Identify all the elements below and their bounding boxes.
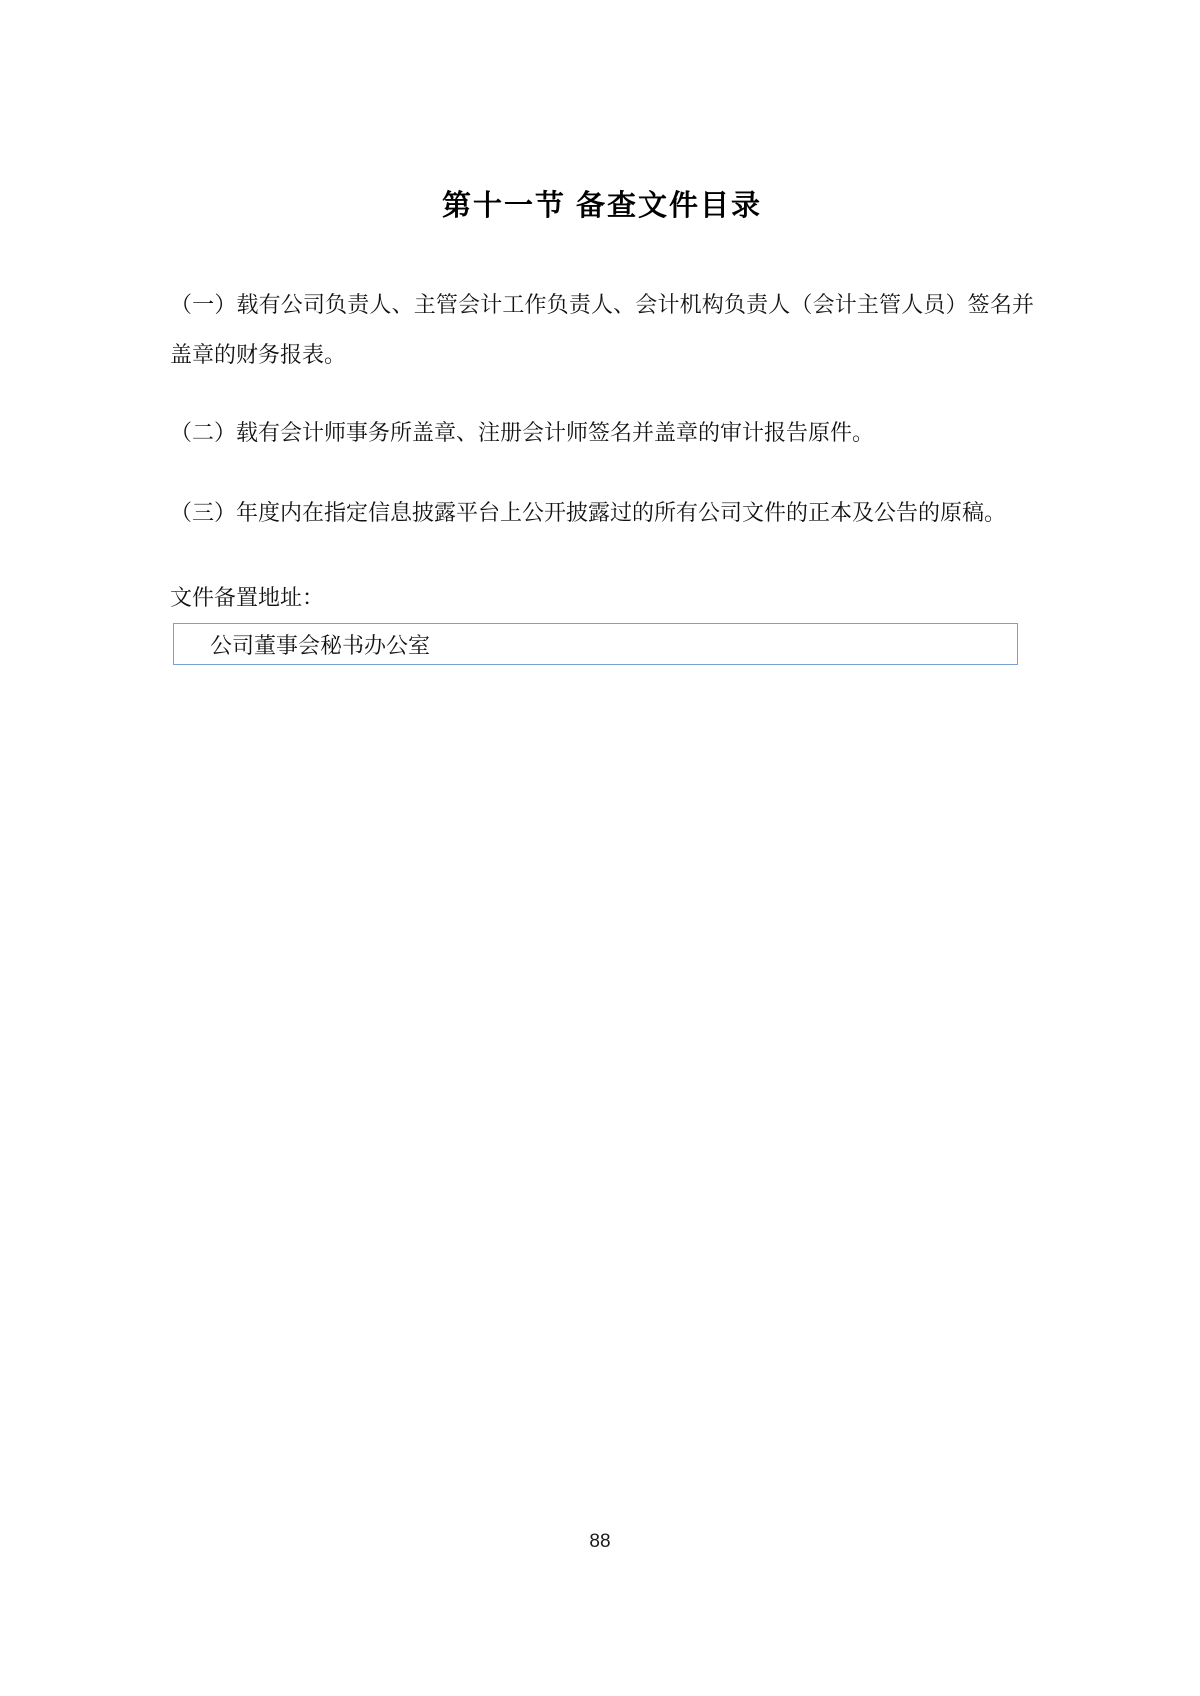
address-label: 文件备置地址： (170, 585, 325, 610)
address-box (173, 623, 1018, 665)
section-title: 第十一节 备查文件目录 (441, 190, 763, 222)
paragraph-item-2: （二）载有会计师事务所盖章、注册会计师签名并盖章的审计报告原件。 (170, 420, 875, 445)
paragraph-item-3: （三）年度内在指定信息披露平台上公开披露过的所有公司文件的正本及公告的原稿。 (170, 500, 1007, 525)
page-number: 88 (589, 1531, 611, 1552)
address-value: 公司董事会秘书办公室 (210, 632, 431, 658)
paragraph-item-1: （一）载有公司负责人、主管会计工作负责人、会计机构负责人（会计主管人员）签名并盖章的财务报表。 (170, 292, 1034, 367)
document-content (170, 0, 1034, 665)
